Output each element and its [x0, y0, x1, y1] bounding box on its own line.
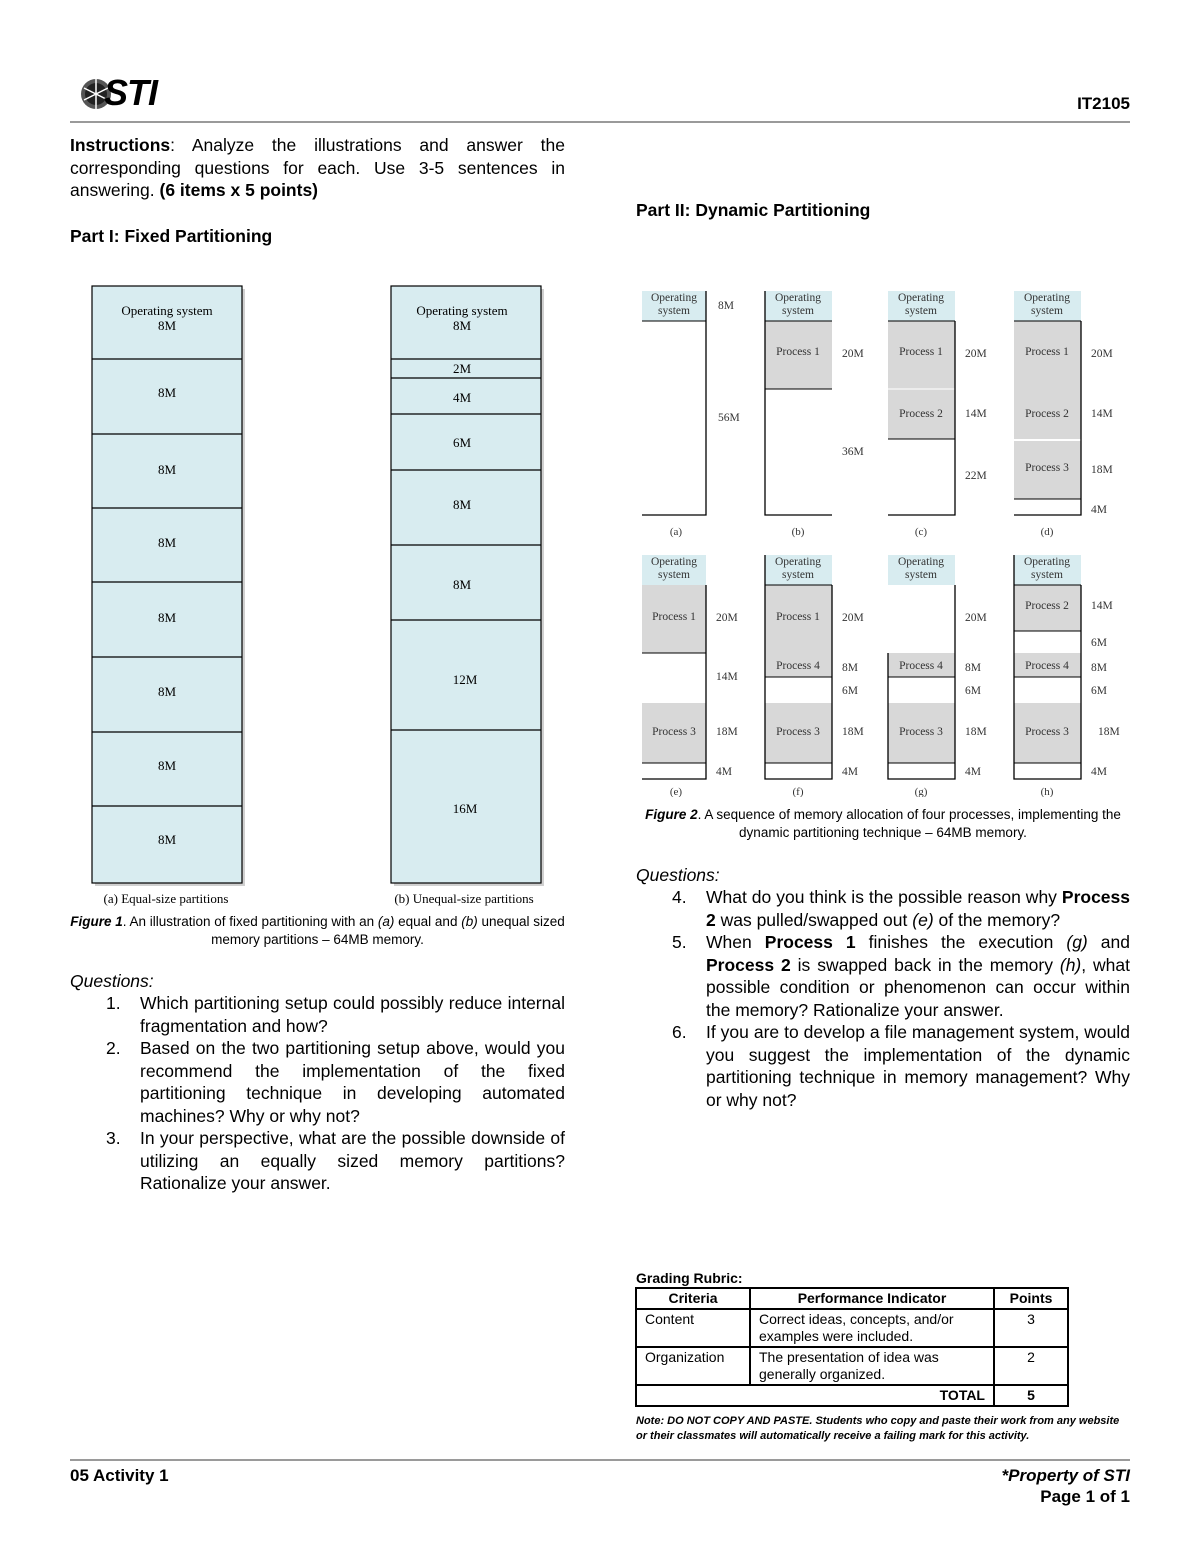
process-label: Process 1 [776, 346, 820, 358]
size-label: 20M [965, 612, 987, 624]
question-3 [70, 1127, 565, 1195]
part1-questions [70, 971, 565, 1195]
instructions-label: Instructions [70, 135, 171, 155]
size-label: 14M [1091, 600, 1113, 612]
question-4 [636, 886, 1130, 931]
os-label-2: system [658, 305, 690, 317]
process-label: Process 3 [652, 726, 696, 738]
size-label: 8M [1091, 662, 1107, 674]
panel-label: (a) [669, 526, 683, 538]
question-italic: (e) [912, 909, 934, 930]
size-label: 6M [1091, 685, 1107, 697]
rubric-cell: Content [636, 1309, 750, 1347]
process-label: Process 3 [776, 726, 820, 738]
question-italic: (h) [1059, 954, 1082, 975]
equal-os-label-1: Operating system [121, 303, 213, 318]
os-label-1: Operating [898, 292, 944, 304]
rubric-cell: The presentation of idea was generally organized. [750, 1347, 994, 1385]
size-label: 4M [842, 766, 858, 778]
equal-caption: (a) Equal-size partitions [103, 891, 229, 906]
question-text: , what possible condition or phenomenon can occur within the memory? Rationalize your answer. [706, 954, 1130, 1020]
panel-c [888, 291, 987, 538]
part2-questions-title: Questions: [636, 865, 720, 885]
rubric-cell: 2 [994, 1347, 1068, 1385]
footer-divider [70, 1459, 1130, 1461]
panel-e [642, 555, 738, 797]
footer-page: Page 1 of 1 [1040, 1487, 1130, 1506]
os-label-1: Operating [1024, 292, 1070, 304]
size-label: 18M [1098, 726, 1120, 738]
instructions-text: : Analyze the illustrations and answer the corresponding questions for each. Use 3-5 sentences in answering. [70, 135, 565, 200]
rubric-total-value: 5 [994, 1385, 1068, 1406]
unequal-os-label-2: 8M [452, 318, 472, 333]
process-label: Process 2 [1025, 408, 1069, 420]
unequal-partition-label: 8M [452, 577, 472, 592]
question-number: 5. [672, 932, 687, 952]
instructions [70, 134, 565, 202]
size-label: 14M [965, 408, 987, 420]
question-number: 1. [106, 993, 121, 1013]
figure-1-diagram [86, 282, 556, 907]
question-bold: Process 1 [764, 932, 856, 952]
question-text: In your perspective, what are the possible downside of utilizing an equally sized memory partitions? Rationalize your answer. [140, 1128, 565, 1193]
size-label: 22M [965, 470, 987, 482]
rubric-row [636, 1309, 1068, 1347]
panel-label: (d) [1040, 526, 1054, 538]
size-label: 18M [1091, 464, 1113, 476]
unequal-partition-label: 16M [452, 801, 478, 816]
size-label: 20M [965, 348, 987, 360]
question-6 [636, 1021, 1130, 1111]
rubric-header-row [636, 1288, 1068, 1309]
part2-title: Part II: Dynamic Partitioning [636, 200, 871, 220]
unequal-caption: (b) Unequal-size partitions [394, 891, 534, 906]
rubric-row [636, 1347, 1068, 1385]
size-label: 20M [716, 612, 738, 624]
process-label: Process 2 [1025, 600, 1069, 612]
panel-f [765, 555, 864, 797]
question-text: When [706, 932, 765, 952]
process-label: Process 2 [899, 408, 943, 420]
panel-b [765, 291, 864, 538]
figure-2-caption [636, 806, 1130, 842]
question-text: and [1087, 932, 1131, 952]
size-label: 8M [965, 662, 981, 674]
size-label: 56M [718, 412, 740, 424]
question-number: 2. [106, 1038, 121, 1058]
question-text: finishes the execution [855, 932, 1067, 952]
unequal-partition-label: 8M [452, 497, 472, 512]
panel-label: (b) [791, 526, 805, 538]
sti-logo-text: STI [104, 72, 158, 113]
figure-2-label: Figure 2 [645, 807, 698, 822]
figure-1-caption-a: (a) [377, 914, 395, 929]
rubric-header: Performance Indicator [750, 1288, 994, 1309]
instructions-points: (6 items x 5 points) [159, 180, 319, 200]
os-label-1: Operating [898, 556, 944, 568]
size-label: 18M [965, 726, 987, 738]
question-number: 4. [672, 887, 687, 907]
figure-1-caption-text: . An illustration of fixed partitioning with an [122, 914, 378, 929]
figure-1-caption [70, 913, 565, 949]
question-text: is swapped back in the memory [790, 954, 1060, 975]
size-label: 20M [842, 348, 864, 360]
question-text: If you are to develop a file management system, would you suggest the implementation of the dynamic partitioning technique in memory management? Why or why not? [706, 1022, 1130, 1110]
unequal-partition-label: 4M [452, 390, 472, 405]
os-label-1: Operating [1024, 556, 1070, 568]
size-label: 36M [842, 446, 864, 458]
os-label-2: system [905, 305, 937, 317]
os-label-1: Operating [775, 292, 821, 304]
panel-label: (e) [669, 786, 683, 797]
process-label: Process 1 [899, 346, 943, 358]
equal-partition-label: 8M [157, 385, 177, 400]
figure-1-caption-mid: equal and [394, 914, 462, 929]
figure-1-label: Figure 1 [70, 914, 123, 929]
question-5 [636, 931, 1130, 1021]
course-code: IT2105 [1077, 94, 1130, 113]
question-number: 3. [106, 1128, 121, 1148]
size-label: 14M [1091, 408, 1113, 420]
equal-partition-label: 8M [157, 535, 177, 550]
size-label: 6M [965, 685, 981, 697]
unequal-partition-diagram [391, 286, 544, 906]
rubric-total-row [636, 1385, 1068, 1406]
rubric-cell: Correct ideas, concepts, and/or examples were included. [750, 1309, 994, 1347]
size-label: 4M [1091, 766, 1107, 778]
unequal-partition-label: 6M [452, 435, 472, 450]
size-label: 6M [1091, 637, 1107, 649]
process-label: Process 1 [652, 611, 696, 623]
question-number: 6. [672, 1022, 687, 1042]
process-label: Process 4 [1025, 660, 1069, 672]
part1-title: Part I: Fixed Partitioning [70, 226, 273, 246]
os-label-1: Operating [651, 292, 697, 304]
equal-os-label-2: 8M [157, 318, 177, 333]
equal-partition-label: 8M [157, 758, 177, 773]
process-label: Process 3 [899, 726, 943, 738]
size-label: 18M [716, 726, 738, 738]
header-divider [70, 121, 1130, 123]
size-label: 4M [965, 766, 981, 778]
panel-g [888, 555, 987, 797]
figure-2-diagram [636, 285, 1136, 797]
os-label-2: system [782, 569, 814, 581]
figure-1-caption-b: (b) [461, 914, 478, 929]
size-label: 4M [716, 766, 732, 778]
os-label-1: Operating [651, 556, 697, 568]
size-label: 20M [842, 612, 864, 624]
figure-2-caption-text: . A sequence of memory allocation of four processes, implementing the dynamic partitioning technique – 64MB memory. [697, 807, 1121, 840]
rubric-title: Grading Rubric: [636, 1270, 743, 1286]
os-label-2: system [658, 569, 690, 581]
panel-label: (f) [792, 786, 804, 797]
rubric-cell: Organization [636, 1347, 750, 1385]
equal-partition-diagram [92, 286, 245, 906]
equal-partition-label: 8M [157, 462, 177, 477]
process-label: Process 4 [776, 660, 820, 672]
process-label: Process 1 [776, 611, 820, 623]
rubric-total-label: TOTAL [636, 1385, 994, 1406]
note: Note: DO NOT COPY AND PASTE. Students who copy and paste their work from any website or their classmates will automatically receive a failing mark for this activity. [636, 1415, 1120, 1442]
size-label: 4M [1091, 504, 1107, 516]
size-label: 6M [842, 685, 858, 697]
size-label: 8M [842, 662, 858, 674]
equal-partition-label: 8M [157, 832, 177, 847]
rubric-header: Criteria [636, 1288, 750, 1309]
panel-d [1014, 291, 1113, 538]
question-text: What do you think is the possible reason why [706, 887, 1062, 907]
question-bold: Process 2 [706, 954, 791, 975]
unequal-partition-label: 12M [452, 672, 478, 687]
process-label: Process 4 [899, 660, 943, 672]
question-text: Based on the two partitioning setup above, would you recommend the implementation of the fixed partitioning technique in developing automated machines? Why or why not? [140, 1038, 565, 1126]
os-label-2: system [905, 569, 937, 581]
equal-partition-label: 8M [157, 610, 177, 625]
rubric-cell: 3 [994, 1309, 1068, 1347]
figure-1-caption-end: unequal sized memory partitions – 64MB memory. [211, 914, 565, 947]
panel-h [1014, 555, 1120, 797]
panel-label: (h) [1040, 786, 1054, 797]
question-italic: (g) [1066, 932, 1088, 952]
question-1 [70, 992, 565, 1037]
os-label-2: system [1031, 305, 1063, 317]
os-label-2: system [1031, 569, 1063, 581]
footer-activity: 05 Activity 1 [70, 1466, 169, 1485]
rubric-header: Points [994, 1288, 1068, 1309]
process-label: Process 3 [1025, 726, 1069, 738]
size-label: 20M [1091, 348, 1113, 360]
unequal-partition-label: 2M [452, 361, 472, 376]
os-label-1: Operating [775, 556, 821, 568]
question-2 [70, 1037, 565, 1127]
panel-label: (g) [914, 786, 928, 797]
size-label: 18M [842, 726, 864, 738]
question-bold: Process 2 [706, 887, 1130, 930]
panel-label: (c) [914, 526, 928, 538]
question-text: of the memory? [933, 909, 1061, 930]
equal-partition-label: 8M [157, 684, 177, 699]
part1-questions-title: Questions: [70, 971, 154, 991]
question-text: was pulled/swapped out [715, 909, 913, 930]
footer-property: *Property of STI [1001, 1466, 1130, 1485]
size-label: 8M [718, 300, 734, 312]
process-label: Process 1 [1025, 346, 1069, 358]
process-label: Process 3 [1025, 462, 1069, 474]
part2-questions [636, 865, 1130, 1111]
panel-a [642, 291, 740, 538]
rubric-table [635, 1287, 1069, 1407]
unequal-os-label-1: Operating system [416, 303, 508, 318]
size-label: 14M [716, 671, 738, 683]
question-text: Which partitioning setup could possibly reduce internal fragmentation and how? [140, 993, 565, 1036]
os-label-2: system [782, 305, 814, 317]
